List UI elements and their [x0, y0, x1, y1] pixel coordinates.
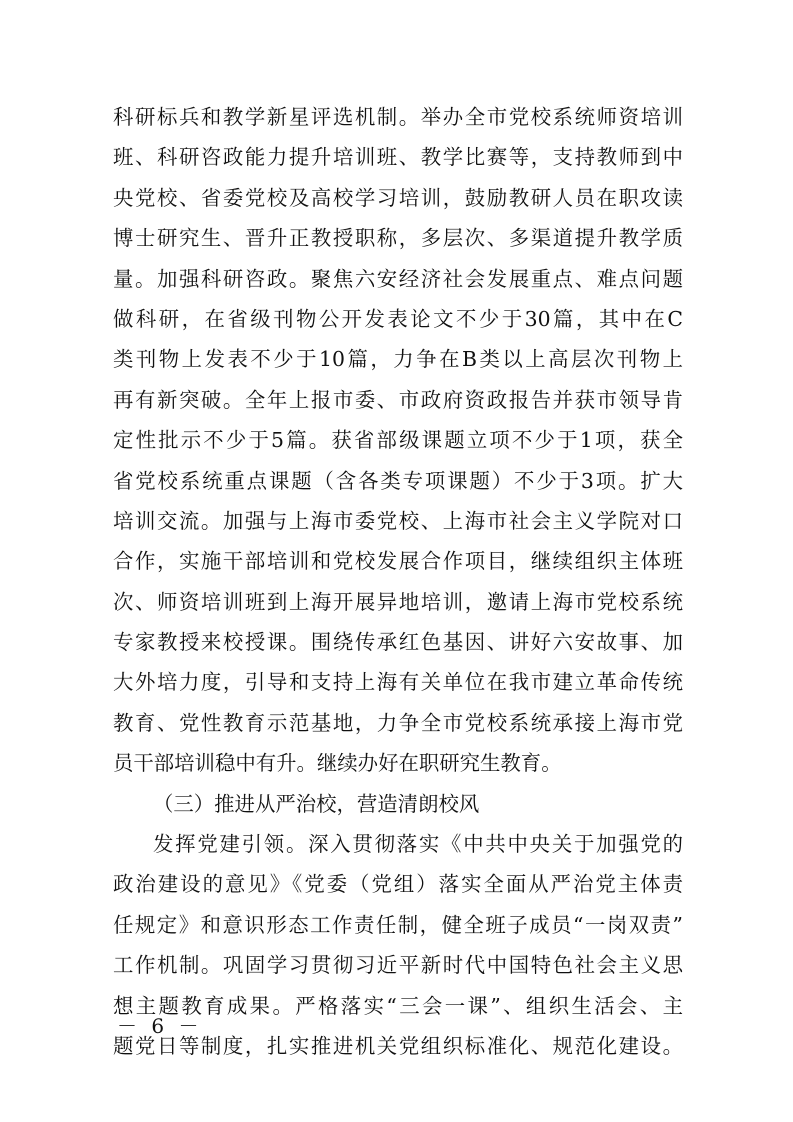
- text-line: 定性批示不少于5篇。获省部级课题立项不少于1项，获全: [113, 428, 683, 453]
- page-number: － 6 －: [117, 1014, 203, 1038]
- text-line: 大外培力度，引导和支持上海有关单位在我市建立革命传统: [113, 670, 683, 695]
- text-line: 工作机制。巩固学习贯彻习近平新时代中国特色社会主义思: [113, 953, 683, 978]
- text-line: 类刊物上发表不少于10篇，力争在B类以上高层次刊物上: [113, 347, 683, 372]
- text-line: 再有新突破。全年上报市委、市政府资政报告并获市领导肯: [113, 387, 683, 412]
- paragraph-first-line: 发挥党建引领。深入贯彻落实《中共中央关于加强党的: [153, 832, 683, 857]
- text-line: 员干部培训稳中有升。继续办好在职研究生教育。: [113, 751, 562, 776]
- text-line: 科研标兵和教学新星评选机制。举办全市党校系统师资培训: [113, 105, 683, 129]
- text-line: 培训交流。加强与上海市委党校、上海市社会主义学院对口: [113, 508, 683, 533]
- text-line: 政治建设的意见》《党委（党组）落实全面从严治党主体责: [113, 872, 683, 897]
- text-line: 班、科研咨政能力提升培训班、教学比赛等，支持教师到中: [113, 145, 683, 170]
- text-line: 量。加强科研咨政。聚焦六安经济社会发展重点、难点问题: [113, 266, 683, 291]
- text-line: 博士研究生、晋升正教授职称，多层次、多渠道提升教学质: [113, 226, 683, 251]
- text-line: 教育、党性教育示范基地，力争全市党校系统承接上海市党: [113, 710, 683, 735]
- text-line: 省党校系统重点课题（含各类专项课题）不少于3项。扩大: [113, 468, 683, 493]
- section-heading: （三）推进从严治校，营造清朗校风: [153, 791, 480, 816]
- text-line: 央党校、省委党校及高校学习培训，鼓励教研人员在职攻读: [113, 185, 683, 210]
- text-line: 做科研，在省级刊物公开发表论文不少于30篇，其中在C: [113, 306, 683, 331]
- text-line: 合作，实施干部培训和党校发展合作项目，继续组织主体班: [113, 549, 683, 574]
- text-line: 题党日等制度，扎实推进机关党组织标准化、规范化建设。: [113, 1033, 683, 1058]
- body-text: [113, 97, 683, 1066]
- text-line: 专家教授来校授课。围绕传承红色基因、讲好六安故事、加: [113, 630, 683, 655]
- text-line: 任规定》和意识形态工作责任制，健全班子成员“一岗双责”: [113, 912, 683, 937]
- text-line: 想主题教育成果。严格落实“三会一课”、组织生活会、主: [113, 993, 683, 1018]
- text-line: 次、师资培训班到上海开展异地培训，邀请上海市党校系统: [113, 589, 683, 614]
